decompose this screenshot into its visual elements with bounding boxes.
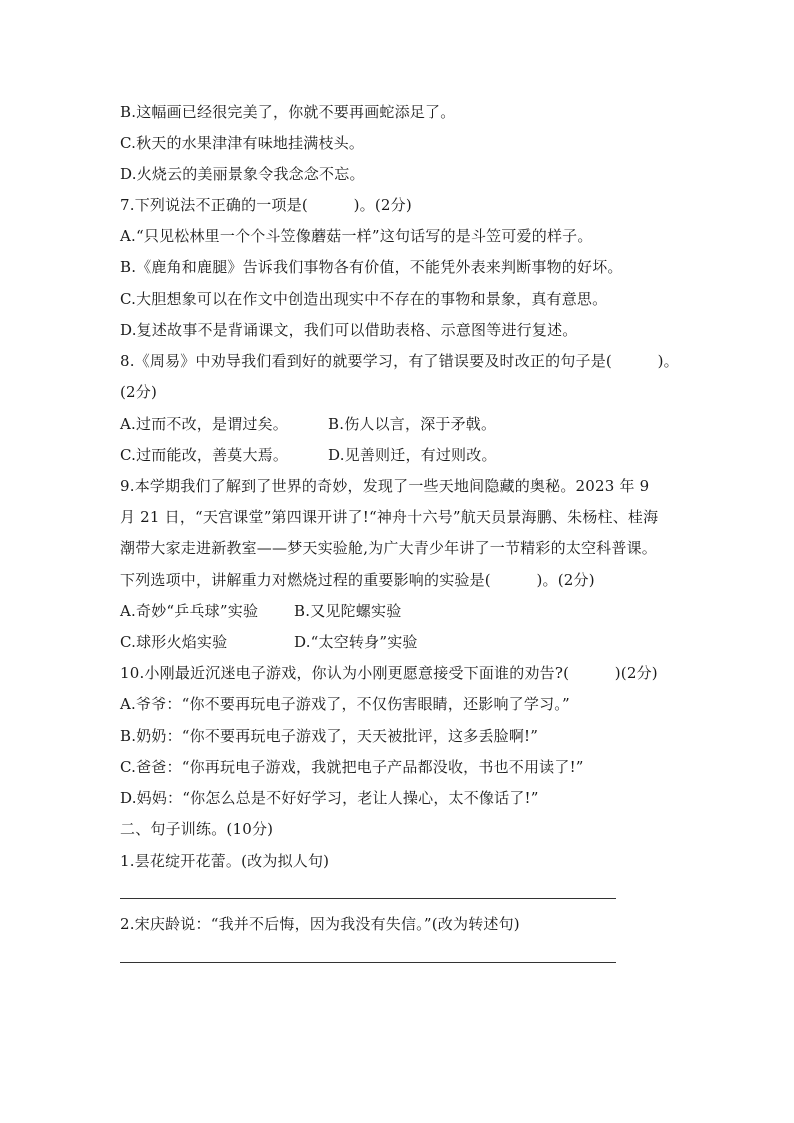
q8-option-d: D.见善则迁，有过则改。	[328, 446, 497, 464]
q10-option-c: C.爸爸：“你再玩电子游戏，我就把电子产品都没收，书也不用读了!”	[120, 758, 584, 776]
section2-q1-answer-line	[120, 898, 616, 899]
q10-option-d: D.妈妈：“你怎么总是不好好学习，老让人操心，太不像话了!”	[120, 789, 539, 807]
q8-stem-line1: 8.《周易》中劝导我们看到好的就要学习，有了错误要及时改正的句子是( )。	[120, 352, 679, 370]
q10-stem: 10.小刚最近沉迷电子游戏，你认为小刚更愿意接受下面谁的劝告?( )(2分)	[120, 664, 658, 682]
q9-stem-line4: 下列选项中，讲解重力对燃烧过程的重要影响的实验是( )。(2分)	[120, 571, 595, 589]
q6-option-d: D.火烧云的美丽景象令我念念不忘。	[120, 165, 365, 183]
q9-stem-line1: 9.本学期我们了解到了世界的奇妙，发现了一些天地间隐藏的奥秘。2023 年 9	[120, 477, 650, 495]
q10-option-a: A.爷爷：“你不要再玩电子游戏了，不仅伤害眼睛，还影响了学习。”	[120, 695, 570, 713]
q9-options-row1	[120, 601, 401, 621]
q7-option-a: A.“只见松林里一个个斗笠像蘑菇一样”这句话写的是斗笠可爱的样子。	[120, 227, 593, 245]
q9-option-d: D.“太空转身”实验	[294, 633, 418, 651]
section2-q2-answer-line	[120, 962, 616, 963]
q6-option-b: B.这幅画已经很完美了，你就不要再画蛇添足了。	[120, 103, 456, 121]
q10-option-b: B.奶奶：“你不要再玩电子游戏了，天天被批评，这多丢脸啊!”	[120, 727, 539, 745]
q9-options-row2	[120, 632, 418, 652]
q8-options-row1	[120, 414, 496, 434]
q7-option-b: B.《鹿角和鹿腿》告诉我们事物各有价值，不能凭外表来判断事物的好坏。	[120, 258, 623, 276]
section2-q1: 1.昙花绽开花蕾。(改为拟人句)	[120, 852, 330, 870]
q8-options-row2	[120, 445, 497, 465]
q8-option-a: A.过而不改，是谓过矣。	[120, 415, 289, 433]
q9-option-c: C.球形火焰实验	[120, 633, 228, 651]
section2-title: 二、句子训练。(10分)	[120, 820, 274, 838]
q7-option-d: D.复述故事不是背诵课文，我们可以借助表格、示意图等进行复述。	[120, 321, 578, 339]
q9-option-b: B.又见陀螺实验	[294, 602, 402, 620]
q8-stem-line2: (2分)	[120, 383, 158, 401]
section2-q2: 2.宋庆龄说：“我并不后悔，因为我没有失信。”(改为转述句)	[120, 915, 520, 933]
q9-stem-line3: 潮带大家走进新教室——梦天实验舱,为广大青少年讲了一节精彩的太空科普课。	[120, 539, 657, 557]
q7-option-c: C.大胆想象可以在作文中创造出现实中不存在的事物和景象，真有意思。	[120, 290, 608, 308]
q6-option-c: C.秋天的水果津津有味地挂满枝头。	[120, 134, 365, 152]
q9-stem-line2: 月 21 日，“天宫课堂”第四课开讲了!“神舟十六号”航天员景海鹏、朱杨柱、桂海	[120, 508, 659, 526]
q7-stem: 7.下列说法不正确的一项是( )。(2分)	[120, 196, 412, 214]
q9-option-a: A.奇妙“乒乓球”实验	[120, 602, 259, 620]
q8-option-b: B.伤人以言，深于矛戟。	[328, 415, 497, 433]
q8-option-c: C.过而能改，善莫大焉。	[120, 446, 289, 464]
